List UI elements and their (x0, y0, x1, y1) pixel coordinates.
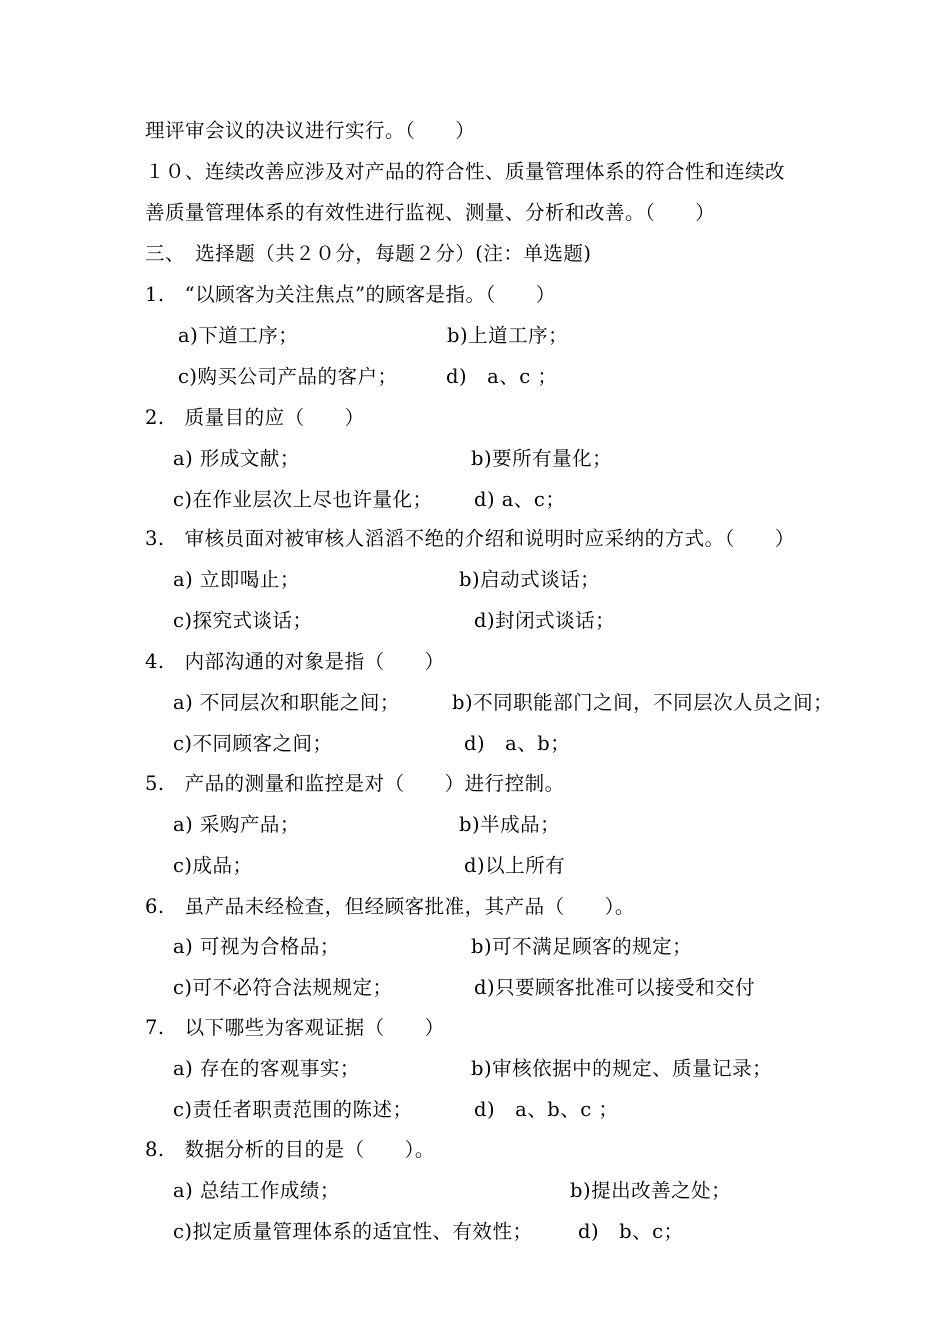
question-7-stem: 7. 以下哪些为客观证据（ ） (145, 1016, 445, 1039)
question-10-line-2: 善质量管理体系的有效性进行监视、测量、分析和改善。（ ） (145, 201, 716, 224)
q7-option-a: a) 存在的客观事实； (173, 1057, 360, 1080)
previous-question-tail: 理评审会议的决议进行实行。（ ） (145, 119, 476, 142)
q5-option-b: b)半成品； (459, 813, 561, 836)
q3-option-a: a) 立即喝止； (173, 568, 300, 591)
q8-option-b: b)提出改善之处； (570, 1179, 732, 1202)
q2-option-a: a) 形成文献； (173, 447, 300, 470)
q4-option-c: c)不同顾客之间； (173, 732, 333, 755)
q7-option-d: d) a、b、c ； (474, 1098, 619, 1121)
q6-option-c: c)可不必符合法规规定； (173, 976, 393, 999)
question-1-stem: 1. “以顾客为关注焦点”的顾客是指。（ ） (145, 283, 556, 306)
question-4-stem: 4. 内部沟通的对象是指（ ） (145, 650, 445, 673)
q5-option-d: d)以上所有 (464, 854, 566, 877)
q1-option-b: b)上道工序； (447, 324, 569, 347)
question-8-stem: 8. 数据分析的目的是（ ）。 (145, 1138, 435, 1161)
q7-option-c: c)责任者职责范围的陈述； (173, 1098, 413, 1121)
q6-option-b: b)可不满足顾客的规定； (471, 935, 693, 958)
q8-option-c: c)拟定质量管理体系的适宜性、有效性； (173, 1220, 533, 1243)
q1-option-c: c)购买公司产品的客户； (178, 365, 398, 388)
q6-option-a: a) 可视为合格品； (173, 935, 340, 958)
q5-option-c: c)成品； (173, 854, 253, 877)
question-2-stem: 2. 质量目的应（ ） (145, 406, 365, 429)
q2-option-b: b)要所有量化； (471, 447, 613, 470)
q1-option-a: a)下道工序； (178, 324, 299, 347)
question-6-stem: 6. 虽产品未经检查，但经顾客批准，其产品（ ）。 (145, 895, 635, 918)
q6-option-d: d)只要顾客批准可以接受和交付 (474, 976, 756, 999)
question-10-line-1: １０、连续改善应涉及对产品的符合性、质量管理体系的符合性和连续改 (145, 160, 786, 183)
question-5-stem: 5. 产品的测量和监控是对（ ）进行控制。 (145, 772, 565, 795)
q4-option-a: a) 不同层次和职能之间； (173, 691, 400, 714)
q8-option-d: d) b、c； (578, 1220, 684, 1243)
q1-option-d: d) a、c ； (446, 365, 558, 388)
q7-option-b: b)审核依据中的规定、质量记录； (471, 1057, 773, 1080)
q4-option-b: b)不同职能部门之间，不同层次人员之间； (452, 691, 834, 714)
question-3-stem: 3. 审核员面对被审核人滔滔不绝的介绍和说明时应采纳的方式。（ ） (145, 527, 795, 550)
q3-option-c: c)探究式谈话； (173, 609, 313, 632)
section-3-heading: 三、 选择题（共２０分，每题２分）(注：单选题) (145, 242, 592, 265)
q2-option-d: d) a、c； (474, 488, 566, 511)
q4-option-d: d) a、b； (464, 732, 571, 755)
q8-option-a: a) 总结工作成绩； (173, 1179, 340, 1202)
q5-option-a: a) 采购产品； (173, 813, 300, 836)
q3-option-d: d)封闭式谈话； (474, 609, 616, 632)
q3-option-b: b)启动式谈话； (459, 568, 601, 591)
q2-option-c: c)在作业层次上尽也许量化； (173, 488, 433, 511)
